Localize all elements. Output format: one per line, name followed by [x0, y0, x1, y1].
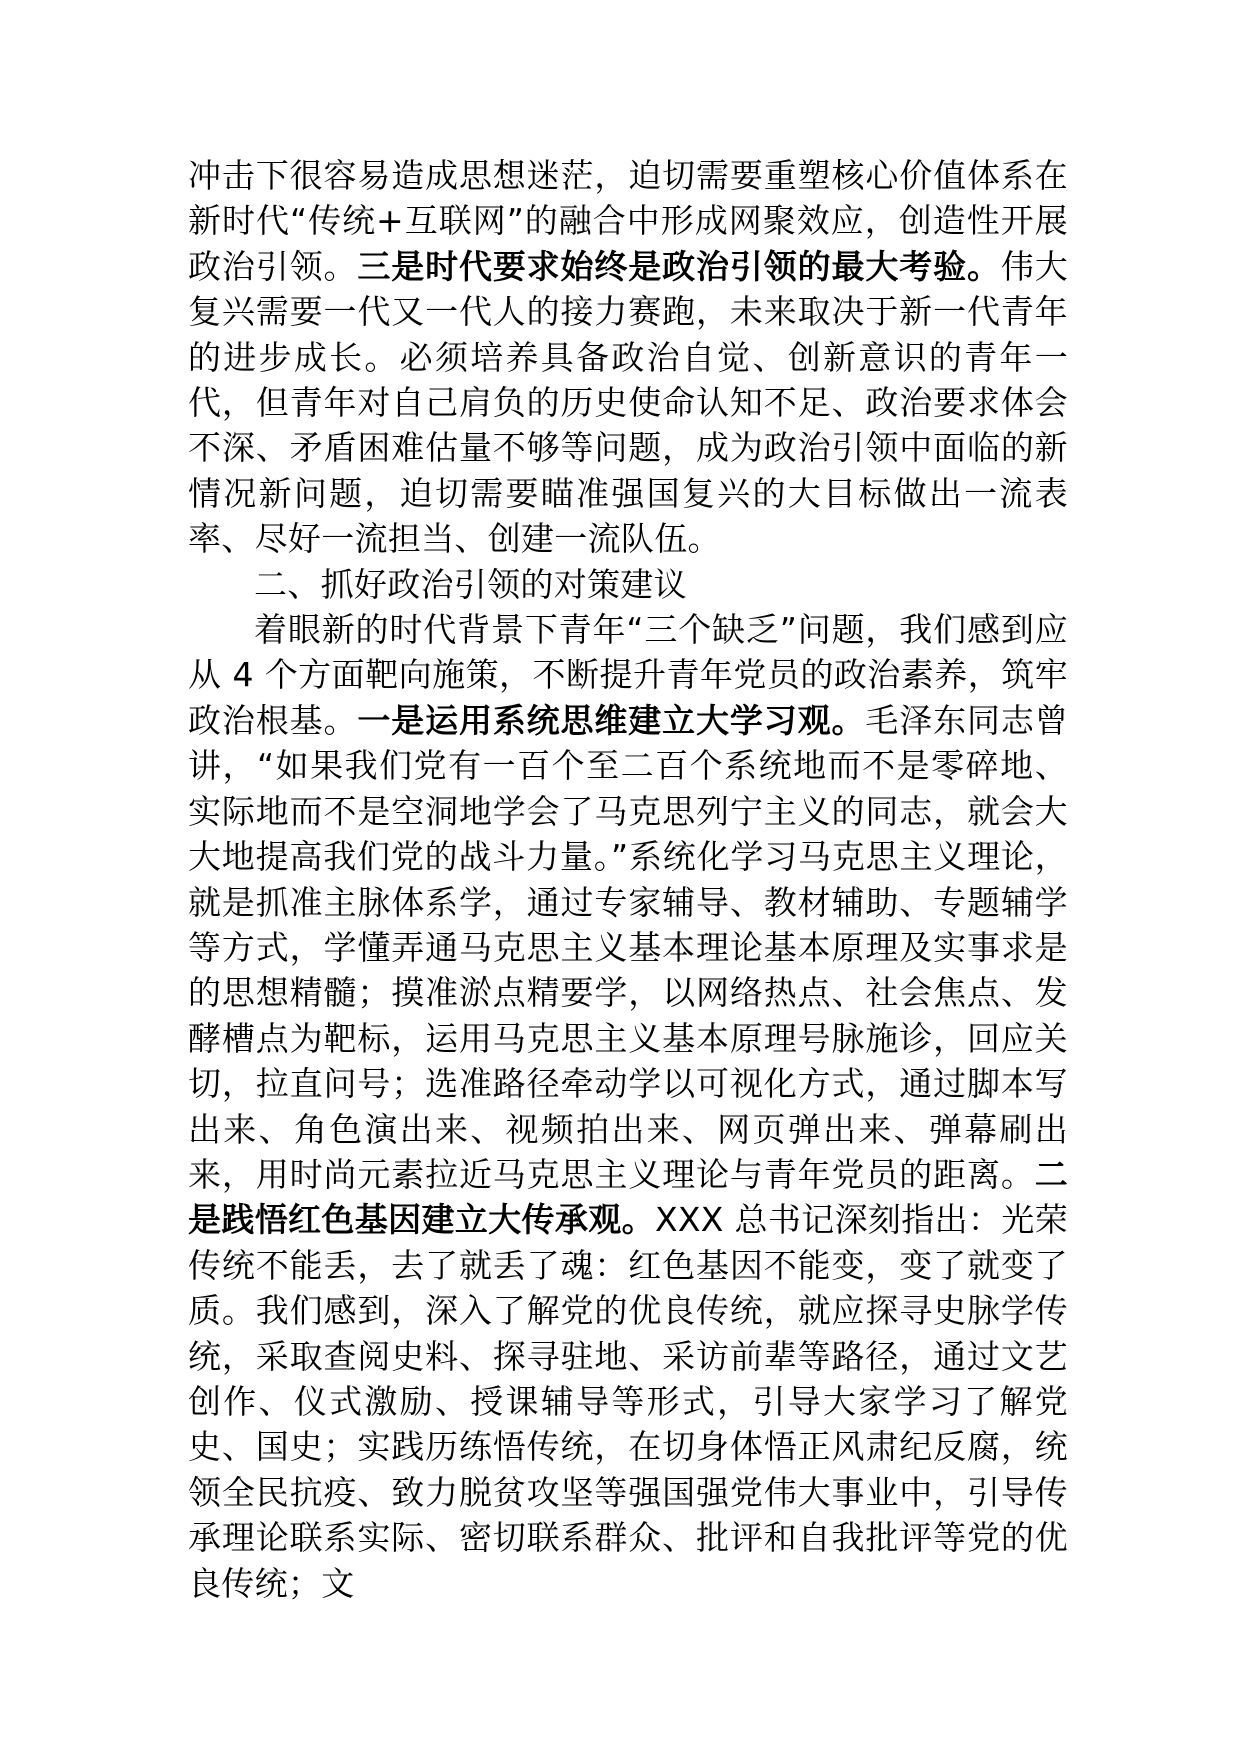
body-text — [188, 153, 1068, 1606]
text-run: 伟大复兴需要一代又一代人的接力赛跑，未来取决于新一代青年的进步成长。必须培养具备政治自觉、创新意识的青年一代，但青年对自己肩负的历史使命认知不足、政治要求体会不深、矛盾困难估量不够等问题，成为政治引领中面临的新情况新问题，迫切需要瞄准强国复兴的大目标做出一流表率、尽好一流担当、创建一流队伍。 — [188, 246, 1068, 559]
bold-heading-run: 二是践悟红色基因建立大传承观。 — [188, 1154, 1068, 1240]
section-heading-text: 二、抓好政治引领的对策建议 — [254, 564, 687, 604]
paragraph-3 — [188, 607, 1068, 1606]
text-run: 冲击下很容易造成思想迷茫，迫切需要重塑核心价值体系在新时代“传统+互联网”的融合中形成网聚效应，创造性开展政治引领。 — [188, 156, 1068, 286]
text-run: 着眼新的时代背景下青年“三个缺乏”问题，我们感到应从 4 个方面靶向施策，不断提升青年党员的政治素养，筑牢政治根基。 — [188, 610, 1068, 740]
section-heading — [188, 562, 1068, 607]
paragraph-1 — [188, 153, 1068, 562]
text-run: 毛泽东同志曾讲，“如果我们党有一百个至二百个系统地而不是零碎地、实际地而不是空洞地学会了马克思列宁主义的同志，就会大大地提高我们党的战斗力量。”系统化学习马克思主义理论，就是抓准主脉体系学，通过专家辅导、教材辅助、专题辅学等方式，学懂弄通马克思主义基本理论基本原理及实事求是的思想精髓；摸准淤点精要学，以网络热点、社会焦点、发酵槽点为靶标，运用马克思主义基本原理号脉施诊，回应关切，拉直问号；选准路径牵动学以可视化方式，通过脚本写出来、角色演出来、视频拍出来、网页弹出来、弹幕刷出来，用时尚元素拉近马克思主义理论与青年党员的距离。 — [188, 700, 1068, 1194]
bold-heading-run: 一是运用系统思维建立大学习观。 — [357, 700, 866, 740]
bold-heading-run: 三是时代要求始终是政治引领的最大考验。 — [357, 246, 1001, 286]
text-run: XXX 总书记深刻指出：光荣传统不能丢，去了就丢了魂：红色基因不能变，变了就变了质。我们感到，深入了解党的优良传统，就应探寻史脉学传统，采取查阅史料、探寻驻地、采访前辈等路径，通过文艺创作、仪式激励、授课辅导等形式，引导大家学习了解党史、国史；实践历练悟传统，在切身体悟正风肃纪反腐，统领全民抗疫、致力脱贫攻坚等强国强党伟大事业中，引导传承理论联系实际、密切联系群众、批评和自我批评等党的优良传统；文 — [188, 1200, 1068, 1603]
